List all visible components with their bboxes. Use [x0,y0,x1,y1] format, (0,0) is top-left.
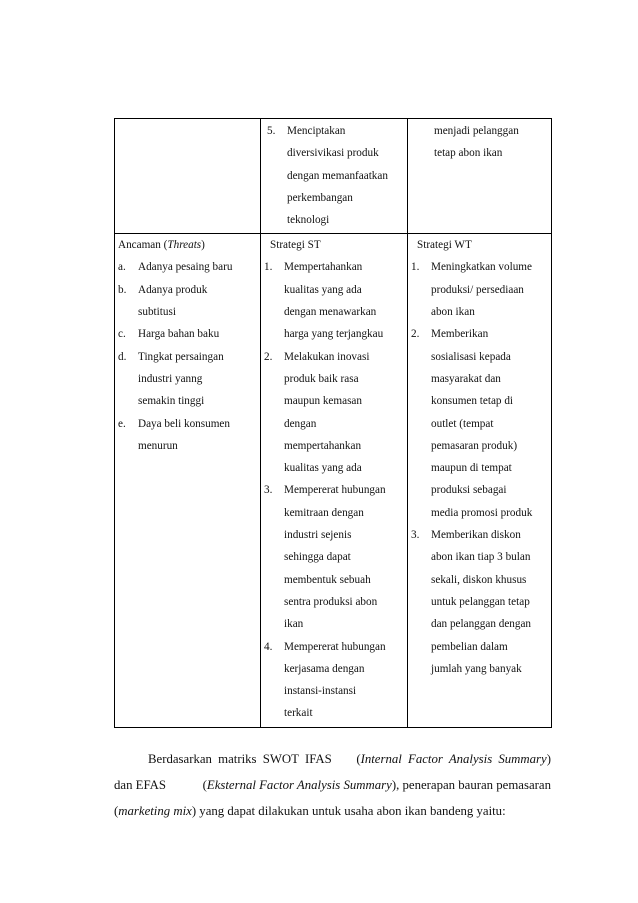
table-cell-empty [115,119,261,234]
list-item-number: c. [118,328,126,341]
table-cell-wo-continued [408,119,552,234]
body-paragraph [114,746,551,824]
paragraph-line: ( marketing mix ) yang dapat dilakukan untuk usaha abon ikan bandeng yaitu: [114,804,506,818]
list-item-number: 3. [411,529,420,542]
cell-text-line: media promosi produk [431,506,533,519]
list-item-number: 1. [411,261,420,274]
cell-text-line: Meningkatkan volume [431,261,532,274]
list-item-number: 4. [264,640,273,653]
swot-matrix-table [114,118,552,728]
cell-text-line: maupun di tempat [431,462,512,475]
list-item [264,479,404,635]
list-item [118,346,257,413]
cell-text-line: ikan [284,618,304,631]
list-item [118,413,257,458]
cell-text-line: Daya beli konsumen [138,417,230,430]
cell-text-line: instansi-instansi [284,685,357,698]
cell-text-line: industri yanng [138,372,203,385]
cell-text-line: jumlah yang banyak [431,662,522,675]
list-item [264,256,404,345]
cell-text-line: Memberikan diskon [431,529,521,542]
table-row [115,234,552,727]
cell-text-line: produksi/ persediaan [431,283,524,296]
cell-text-line: abon ikan [431,306,475,319]
list-item-number: 5. [267,125,276,137]
table-cell-threats [115,234,261,727]
cell-text-line: Mempertahankan [284,261,363,274]
cell-text-line: untuk pelanggan tetap [431,595,530,608]
table-cell-wt-strategy [408,234,552,727]
cell-text-line: teknologi [287,214,330,227]
list-item-number: d. [118,350,127,363]
cell-text-line: kualitas yang ada [284,283,362,296]
table-cell-st-strategy [261,234,408,727]
cell-text-line: Memberikan [431,328,489,341]
cell-text-line: dan pelanggan dengan [431,618,532,631]
list-item-number: b. [118,283,127,296]
cell-text-line: sekali, diskon khusus [431,573,527,586]
table-row [115,119,552,234]
list-item-number: a. [118,261,126,274]
wt-strategy-heading: Strategi WT [417,239,472,252]
cell-text-line: sehingga dapat [284,551,351,564]
cell-text-line: mempertahankan [284,439,362,452]
cell-text-line: kemitraan dengan [284,506,364,519]
cell-text-line: Adanya produk [138,283,208,296]
cell-text-line: dengan [284,417,317,430]
paragraph-line: Berdasarkan matriks SWOT IFAS (Internal Factor Analysis Summary) [148,752,551,766]
list-item [264,346,404,480]
list-item [411,323,548,524]
cell-text-line: Harga bahan baku [138,328,220,341]
cell-text-line: tetap abon ikan [434,147,503,160]
cell-text-line: sentra produksi abon [284,595,378,608]
cell-text-line: membentuk sebuah [284,573,371,586]
cell-text-line: Adanya pesaing baru [138,261,233,274]
cell-text-line: Melakukan inovasi [284,350,370,363]
list-item [118,323,257,345]
cell-text-line: abon ikan tiap 3 bulan [431,551,531,564]
paragraph-line: dan EFAS (Eksternal Factor Analysis Summary), penerapan bauran pemasaran [114,778,551,792]
list-item [118,256,257,278]
cell-text-line: Mempererat hubungan [284,484,386,497]
cell-text-line: dengan memanfaatkan [287,169,388,182]
list-item [118,279,257,324]
cell-text-line: pemasaran produk) [431,439,518,452]
list-item-number: 2. [411,328,420,341]
list-item [411,256,548,323]
cell-text-line: sosialisasi kepada [431,350,511,363]
cell-text-line: kualitas yang ada [284,462,362,475]
list-item-number: 1. [264,261,273,274]
list-item-number: 2. [264,350,273,363]
list-item [411,524,548,680]
st-strategy-heading: Strategi ST [270,239,321,252]
table-cell-so-continued [261,119,408,234]
list-item [264,636,404,725]
cell-text-line: outlet (tempat [431,417,494,430]
cell-text-line: maupun kemasan [284,395,362,408]
cell-text-line: produk baik rasa [284,372,359,385]
threats-heading: Ancaman (Threats) [118,239,205,252]
cell-text-line: industri sejenis [284,529,352,542]
cell-text-line: konsumen tetap di [431,395,514,408]
cell-text-line: dengan menawarkan [284,306,377,319]
list-item-number: 3. [264,484,273,497]
cell-text-line: menurun [138,439,178,452]
cell-text-line: diversivikasi produk [287,147,379,160]
cell-text-line: Menciptakan [287,125,346,137]
cell-text-line: menjadi pelanggan [434,125,519,137]
cell-text-line: produksi sebagai [431,484,507,497]
cell-text-line: masyarakat dan [431,372,501,385]
cell-text-line: Tingkat persaingan [138,350,224,363]
cell-text-line: perkembangan [287,191,353,204]
cell-text-line: harga yang terjangkau [284,328,384,341]
cell-text-line: kerjasama dengan [284,662,365,675]
cell-text-line: Mempererat hubungan [284,640,386,653]
cell-text-line: pembelian dalam [431,640,508,653]
list-item-number: e. [118,417,126,430]
cell-text-line: semakin tinggi [138,395,205,408]
cell-text-line: subtitusi [138,306,176,319]
list-item [267,120,404,231]
cell-text-line: terkait [284,707,313,720]
